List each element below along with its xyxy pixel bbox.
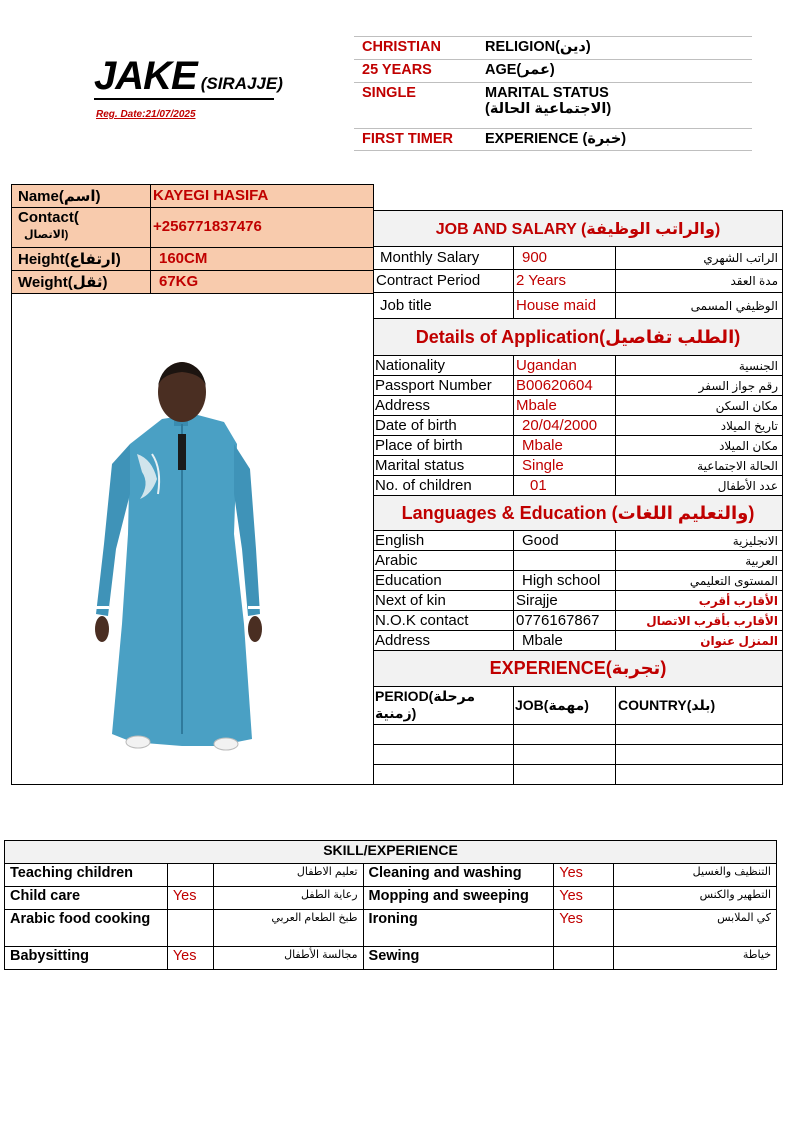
skill-label: Babysitting <box>5 947 168 970</box>
skill-value: Yes <box>167 887 213 910</box>
arabic-label: Arabic <box>373 550 514 571</box>
skills-row <box>5 910 777 947</box>
job-title-value: House maid <box>513 292 616 319</box>
summary-label: RELIGION(دين) <box>485 39 591 55</box>
salary-label-ar: الراتب الشهري <box>615 246 783 270</box>
agency-title: JAKE <box>94 54 197 98</box>
experience-row-country <box>615 764 783 785</box>
skill-label: Arabic food cooking <box>5 910 168 947</box>
arabic-label-ar: العربية <box>615 550 783 571</box>
marital-value: Single <box>513 455 616 476</box>
summary-row-religion <box>354 36 752 59</box>
home-address-label-ar: المنزل عنوان <box>615 630 783 651</box>
dob-label: Date of birth <box>373 415 514 436</box>
summary-label-ar: (الاجتماعية الحالة) <box>485 101 612 117</box>
experience-col-country: COUNTRY(بلد) <box>615 686 783 725</box>
job-salary-heading: JOB AND SALARY (والراتب الوظيفة) <box>373 210 783 247</box>
education-label-ar: المستوى التعليمي <box>615 570 783 591</box>
skill-value: Yes <box>554 864 614 887</box>
contact-label-ar: الاتصال) <box>24 229 69 241</box>
skill-label: Mopping and sweeping <box>363 887 554 910</box>
experience-row-period <box>373 764 514 785</box>
skill-value <box>167 864 213 887</box>
skill-value: Yes <box>167 947 213 970</box>
passport-value: B00620604 <box>513 375 616 396</box>
contact-value: +256771837476 <box>150 207 374 248</box>
contract-value: 2 Years <box>513 269 616 293</box>
contract-label: Contract Period <box>373 269 514 293</box>
weight-label: Weight(ثقل) <box>11 270 151 294</box>
skill-label-ar: تعليم الاطفال <box>213 864 363 887</box>
name-label: Name(اسم) <box>11 184 151 208</box>
skill-value <box>167 910 213 947</box>
applicant-photo <box>12 294 373 784</box>
children-value: 01 <box>513 475 616 496</box>
application-table <box>11 184 783 785</box>
agency-underline <box>94 98 274 100</box>
skill-label-ar: خياطة <box>614 947 777 970</box>
job-title-label-ar: الوظيفي المسمى <box>615 292 783 319</box>
skill-label: Child care <box>5 887 168 910</box>
address-label: Address <box>373 395 514 416</box>
skill-label-ar: التنظيف والغسيل <box>614 864 777 887</box>
kin-contact-label-ar: الأقارب بأقرب الاتصال <box>615 610 783 631</box>
experience-col-job: JOB(مهمة) <box>513 686 616 725</box>
address-value: Mbale <box>513 395 616 416</box>
summary-row-marital <box>354 82 752 128</box>
summary-row-age <box>354 59 752 82</box>
home-address-label: Address <box>373 630 514 651</box>
summary-row-experience <box>354 128 752 151</box>
languages-heading: Languages & Education (والتعليم اللغات) <box>373 495 783 531</box>
home-address-value: Mbale <box>513 630 616 651</box>
experience-col-period-en: PERIOD(مرحلة <box>375 688 476 704</box>
summary-value: 25 YEARS <box>362 62 432 78</box>
summary-value: SINGLE <box>362 85 416 101</box>
weight-value: 67KG <box>150 270 374 294</box>
experience-row-period <box>373 744 514 765</box>
contact-label-en: Contact( <box>18 209 79 226</box>
skill-value <box>554 947 614 970</box>
education-label: Education <box>373 570 514 591</box>
experience-col-period <box>373 686 514 725</box>
kin-value: Sirajje <box>513 590 616 611</box>
skill-label: Teaching children <box>5 864 168 887</box>
english-label-ar: الانجليزية <box>615 530 783 551</box>
height-value: 160CM <box>150 247 374 271</box>
nationality-value: Ugandan <box>513 355 616 376</box>
summary-label-en: MARITAL STATUS <box>485 85 609 101</box>
skill-label-ar: طبخ الطعام العربي <box>213 910 363 947</box>
agency-subtitle: (SIRAJJE) <box>200 74 283 93</box>
experience-col-period-ar: زمنية) <box>375 705 417 721</box>
job-title-label: Job title <box>373 292 514 319</box>
summary-label: AGE(عمر) <box>485 62 555 78</box>
experience-row-period <box>373 724 514 745</box>
dob-label-ar: تاريخ الميلاد <box>615 415 783 436</box>
experience-row-job <box>513 764 616 785</box>
skills-heading: SKILL/EXPERIENCE <box>5 841 777 864</box>
experience-row-country <box>615 724 783 745</box>
skill-label: Ironing <box>363 910 554 947</box>
skill-label: Cleaning and washing <box>363 864 554 887</box>
experience-row-job <box>513 744 616 765</box>
salary-value: 900 <box>513 246 616 270</box>
pob-label-ar: مكان الميلاد <box>615 435 783 456</box>
nationality-label-ar: الجنسية <box>615 355 783 376</box>
details-heading: Details of Application(الطلب تفاصيل) <box>373 318 783 356</box>
kin-contact-label: N.O.K contact <box>373 610 514 631</box>
skill-label: Sewing <box>363 947 554 970</box>
summary-label: EXPERIENCE (خبرة) <box>485 131 627 147</box>
english-label: English <box>373 530 514 551</box>
passport-label-ar: رقم جواز السفر <box>615 375 783 396</box>
skill-label-ar: رعاية الطفل <box>213 887 363 910</box>
skill-value: Yes <box>554 910 614 947</box>
dob-value: 20/04/2000 <box>513 415 616 436</box>
pob-label: Place of birth <box>373 435 514 456</box>
summary-label <box>485 85 752 117</box>
skill-value: Yes <box>554 887 614 910</box>
children-label: No. of children <box>373 475 514 496</box>
nationality-label: Nationality <box>373 355 514 376</box>
marital-label: Marital status <box>373 455 514 476</box>
skill-label-ar: مجالسة الأطفال <box>213 947 363 970</box>
children-label-ar: عدد الأطفال <box>615 475 783 496</box>
summary-value: FIRST TIMER <box>362 131 454 147</box>
skill-label-ar: كي الملابس <box>614 910 777 947</box>
kin-label-ar: الأقارب أقرب <box>615 590 783 611</box>
summary-value: CHRISTIAN <box>362 39 441 55</box>
skills-table <box>4 840 777 970</box>
photo-frame <box>11 293 374 785</box>
contract-label-ar: مدة العقد <box>615 269 783 293</box>
pob-value: Mbale <box>513 435 616 456</box>
agency-name <box>94 56 283 104</box>
contact-label <box>11 207 151 248</box>
marital-label-ar: الحالة الاجتماعية <box>615 455 783 476</box>
skills-row <box>5 864 777 887</box>
skill-label-ar: التطهير والكنس <box>614 887 777 910</box>
passport-label: Passport Number <box>373 375 514 396</box>
skills-row <box>5 947 777 970</box>
experience-row-country <box>615 744 783 765</box>
height-label: Height(ارتفاع) <box>11 247 151 271</box>
experience-heading: EXPERIENCE(تجربة) <box>373 650 783 687</box>
kin-contact-value: 0776167867 <box>513 610 616 631</box>
salary-label: Monthly Salary <box>373 246 514 270</box>
summary-list <box>354 36 752 151</box>
skills-row <box>5 887 777 910</box>
name-value: KAYEGI HASIFA <box>150 184 374 208</box>
address-label-ar: مكان السكن <box>615 395 783 416</box>
education-value: High school <box>513 570 616 591</box>
experience-row-job <box>513 724 616 745</box>
registration-date: Reg. Date:21/07/2025 <box>96 109 196 120</box>
arabic-value <box>513 550 616 571</box>
kin-label: Next of kin <box>373 590 514 611</box>
english-value: Good <box>513 530 616 551</box>
